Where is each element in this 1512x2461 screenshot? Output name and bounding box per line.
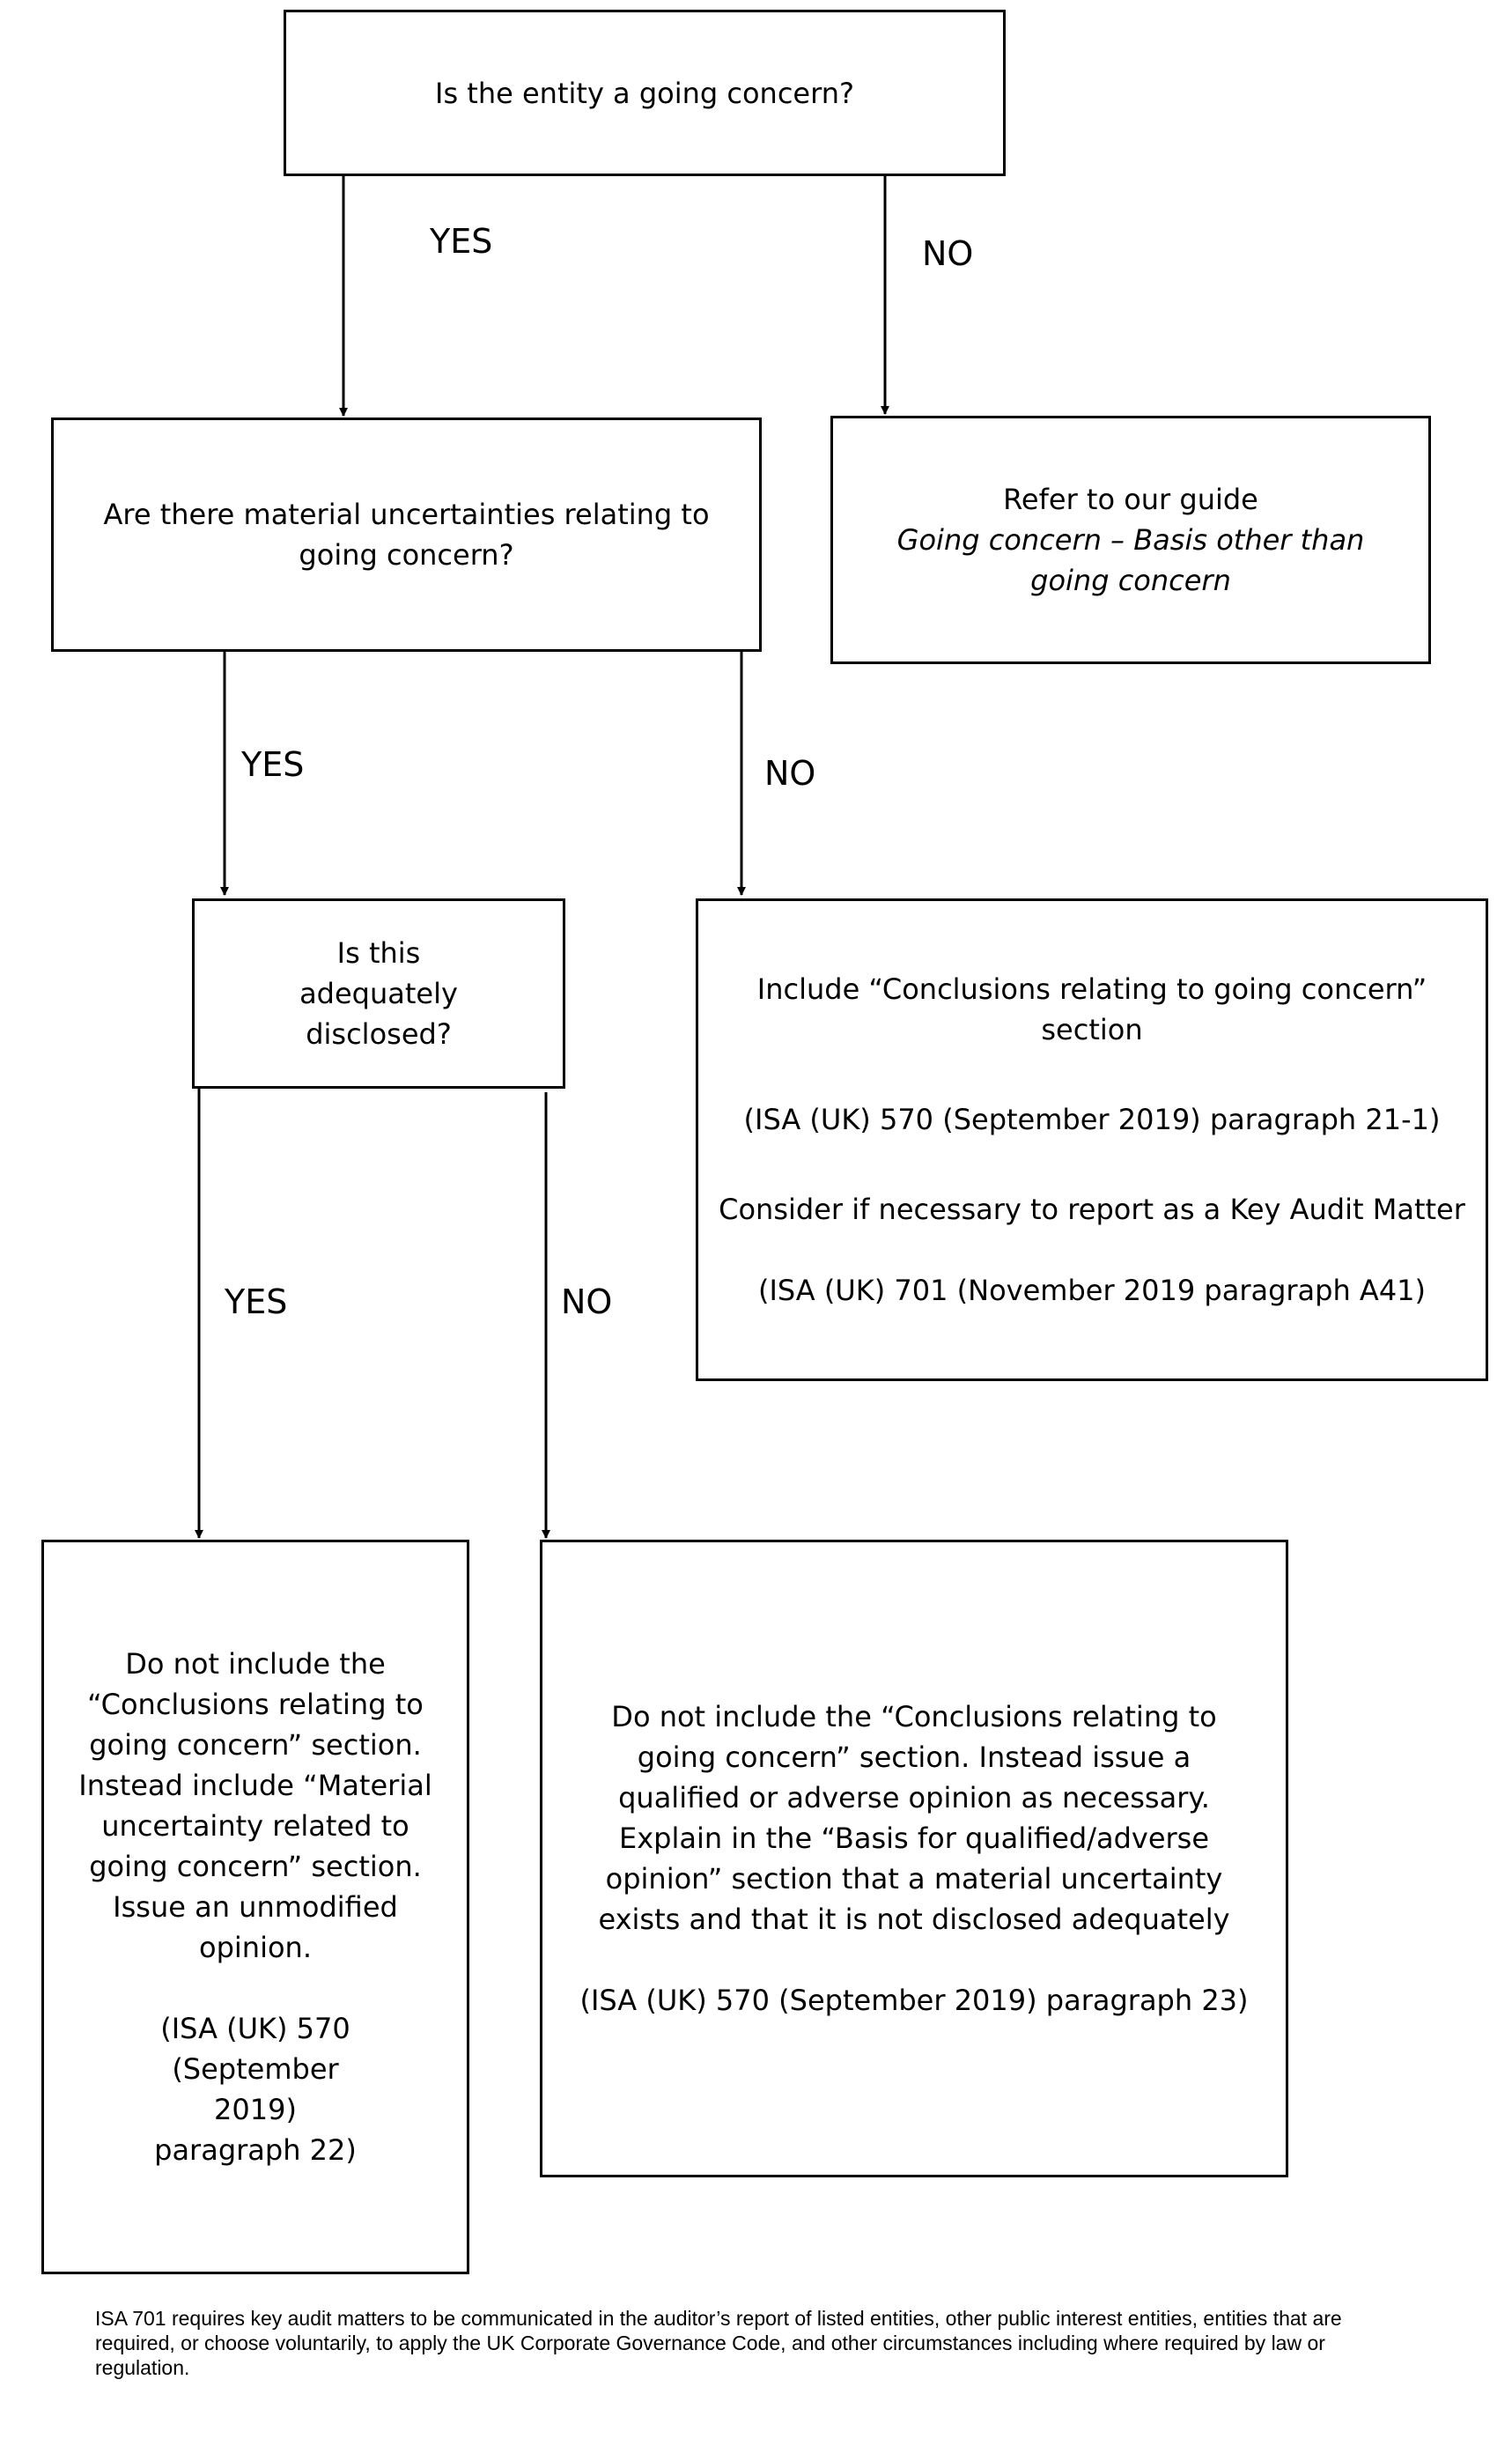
material-uncertainty-line3: Issue an unmodified opinion.: [113, 1890, 398, 1964]
outcome-material-uncertainty-section: [41, 1540, 469, 2274]
decision-material-uncertainties-text: Are there material uncertainties relating to going concern?: [103, 498, 710, 572]
decision-material-uncertainties: [51, 418, 762, 652]
outcome-refer-guide: [830, 416, 1431, 664]
edge-label-uncertainties-no: NO: [764, 754, 816, 793]
edge-label-disclosed-yes: YES: [225, 1282, 288, 1321]
outcome-include-conclusions: [696, 898, 1488, 1381]
refer-guide-line1: Refer to our guide: [1003, 483, 1258, 516]
outcome-qualified-adverse-opinion: [540, 1540, 1288, 2177]
include-conclusions-ref1: (ISA (UK) 570 (September 2019) paragraph 21-1): [743, 1103, 1441, 1136]
include-conclusions-line1: Include “Conclusions relating to going concern” section: [756, 972, 1427, 1046]
edge-label-disclosed-no: NO: [561, 1282, 613, 1321]
include-conclusions-line3: Consider if necessary to report as a Key Audit Matter: [719, 1193, 1465, 1226]
decision-adequately-disclosed: [192, 898, 565, 1089]
qualified-adverse-ref: (ISA (UK) 570 (September 2019) paragraph 23): [579, 1984, 1249, 2017]
material-uncertainty-ref: (ISA (UK) 570 (September 2019) paragraph 22): [154, 2012, 357, 2167]
include-conclusions-ref2: (ISA (UK) 701 (November 2019 paragraph A41): [757, 1274, 1427, 1307]
edge-label-going-concern-yes: YES: [430, 222, 493, 261]
decision-adequately-disclosed-text: Is this adequately disclosed?: [299, 936, 458, 1051]
decision-going-concern-text: Is the entity a going concern?: [435, 76, 854, 110]
edge-label-going-concern-no: NO: [922, 234, 974, 273]
edge-label-uncertainties-yes: YES: [241, 745, 305, 784]
footnote: ISA 701 requires key audit matters to be communicated in the auditor’s report of listed entities, other public interest entities, entities that are required, or choose voluntarily, to apply the UK Corporate Governance Code, and other circumstances including where required by law or regulation.: [95, 2307, 1342, 2379]
decision-going-concern: [284, 10, 1006, 176]
material-uncertainty-line2: Instead include “Material uncertainty related to going concern” section.: [78, 1769, 432, 1883]
refer-guide-title: Going concern – Basis other than going concern: [896, 523, 1365, 597]
qualified-adverse-line1: Do not include the “Conclusions relating to going concern” section. Instead issue a qualified or adverse opinion as necessary. Explain in the “Basis for qualified/adverse opinion” section that a material uncertainty exists and that it is not disclosed adequately: [598, 1700, 1230, 1936]
material-uncertainty-line1: Do not include the “Conclusions relating to going concern” section.: [87, 1647, 424, 1762]
